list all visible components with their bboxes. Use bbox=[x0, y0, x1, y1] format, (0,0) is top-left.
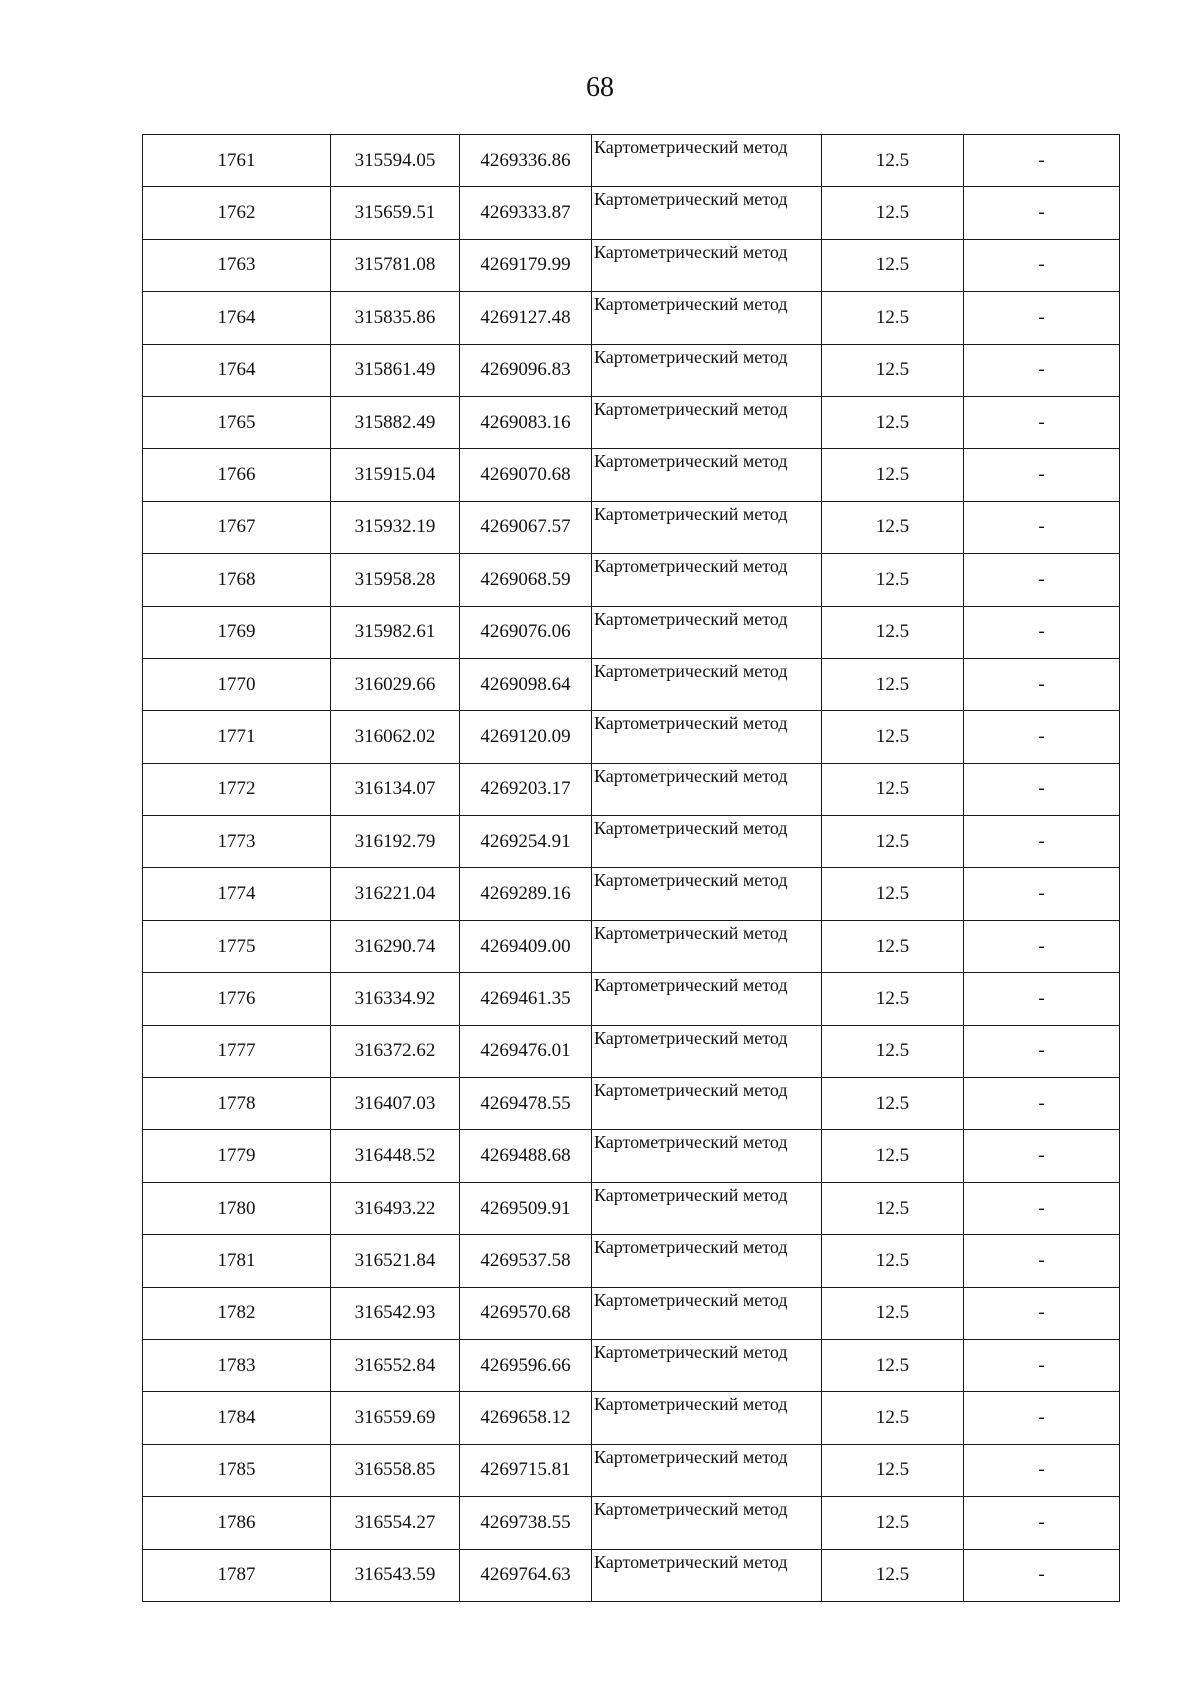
x-coordinate-cell: 315932.19 bbox=[331, 501, 460, 553]
y-coordinate-cell: 4269476.01 bbox=[460, 1025, 592, 1077]
x-coordinate-cell: 316062.02 bbox=[331, 711, 460, 763]
table-row bbox=[143, 658, 1120, 710]
accuracy-cell: 12.5 bbox=[822, 1235, 964, 1287]
accuracy-cell: 12.5 bbox=[822, 554, 964, 606]
y-coordinate-cell: 4269570.68 bbox=[460, 1287, 592, 1339]
note-cell: - bbox=[964, 711, 1120, 763]
accuracy-cell: 12.5 bbox=[822, 1130, 964, 1182]
x-coordinate-cell: 316554.27 bbox=[331, 1497, 460, 1549]
method-cell: Картометрический метод bbox=[592, 1235, 822, 1287]
x-coordinate-cell: 316543.59 bbox=[331, 1549, 460, 1601]
point-number-cell: 1785 bbox=[143, 1444, 331, 1496]
note-cell: - bbox=[964, 344, 1120, 396]
y-coordinate-cell: 4269478.55 bbox=[460, 1078, 592, 1130]
point-number-cell: 1769 bbox=[143, 606, 331, 658]
table-row bbox=[143, 501, 1120, 553]
accuracy-cell: 12.5 bbox=[822, 763, 964, 815]
point-number-cell: 1765 bbox=[143, 396, 331, 448]
method-cell: Картометрический метод bbox=[592, 1549, 822, 1601]
method-cell: Картометрический метод bbox=[592, 711, 822, 763]
note-cell: - bbox=[964, 1392, 1120, 1444]
x-coordinate-cell: 315781.08 bbox=[331, 239, 460, 291]
accuracy-cell: 12.5 bbox=[822, 606, 964, 658]
table-row bbox=[143, 1392, 1120, 1444]
accuracy-cell: 12.5 bbox=[822, 1339, 964, 1391]
point-number-cell: 1767 bbox=[143, 501, 331, 553]
x-coordinate-cell: 315915.04 bbox=[331, 449, 460, 501]
coordinates-table bbox=[142, 134, 1120, 1602]
method-cell: Картометрический метод bbox=[592, 816, 822, 868]
point-number-cell: 1773 bbox=[143, 816, 331, 868]
method-cell: Картометрический метод bbox=[592, 606, 822, 658]
x-coordinate-cell: 315958.28 bbox=[331, 554, 460, 606]
accuracy-cell: 12.5 bbox=[822, 1444, 964, 1496]
x-coordinate-cell: 315659.51 bbox=[331, 187, 460, 239]
method-cell: Картометрический метод bbox=[592, 239, 822, 291]
y-coordinate-cell: 4269537.58 bbox=[460, 1235, 592, 1287]
table-row bbox=[143, 1497, 1120, 1549]
method-cell: Картометрический метод bbox=[592, 920, 822, 972]
table-row bbox=[143, 606, 1120, 658]
x-coordinate-cell: 316542.93 bbox=[331, 1287, 460, 1339]
accuracy-cell: 12.5 bbox=[822, 449, 964, 501]
accuracy-cell: 12.5 bbox=[822, 396, 964, 448]
accuracy-cell: 12.5 bbox=[822, 816, 964, 868]
note-cell: - bbox=[964, 554, 1120, 606]
point-number-cell: 1763 bbox=[143, 239, 331, 291]
note-cell: - bbox=[964, 135, 1120, 187]
point-number-cell: 1761 bbox=[143, 135, 331, 187]
note-cell: - bbox=[964, 658, 1120, 710]
method-cell: Картометрический метод bbox=[592, 1130, 822, 1182]
y-coordinate-cell: 4269764.63 bbox=[460, 1549, 592, 1601]
table-row bbox=[143, 868, 1120, 920]
table-row bbox=[143, 973, 1120, 1025]
x-coordinate-cell: 316493.22 bbox=[331, 1182, 460, 1234]
method-cell: Картометрический метод bbox=[592, 763, 822, 815]
method-cell: Картометрический метод bbox=[592, 1497, 822, 1549]
x-coordinate-cell: 316448.52 bbox=[331, 1130, 460, 1182]
point-number-cell: 1764 bbox=[143, 344, 331, 396]
point-number-cell: 1783 bbox=[143, 1339, 331, 1391]
point-number-cell: 1776 bbox=[143, 973, 331, 1025]
note-cell: - bbox=[964, 1078, 1120, 1130]
note-cell: - bbox=[964, 501, 1120, 553]
method-cell: Картометрический метод bbox=[592, 187, 822, 239]
note-cell: - bbox=[964, 292, 1120, 344]
table-row bbox=[143, 1078, 1120, 1130]
y-coordinate-cell: 4269096.83 bbox=[460, 344, 592, 396]
point-number-cell: 1770 bbox=[143, 658, 331, 710]
y-coordinate-cell: 4269596.66 bbox=[460, 1339, 592, 1391]
table-row bbox=[143, 1444, 1120, 1496]
method-cell: Картометрический метод bbox=[592, 554, 822, 606]
note-cell: - bbox=[964, 396, 1120, 448]
point-number-cell: 1768 bbox=[143, 554, 331, 606]
y-coordinate-cell: 4269067.57 bbox=[460, 501, 592, 553]
x-coordinate-cell: 315861.49 bbox=[331, 344, 460, 396]
table-row bbox=[143, 763, 1120, 815]
table-row bbox=[143, 816, 1120, 868]
accuracy-cell: 12.5 bbox=[822, 1182, 964, 1234]
method-cell: Картометрический метод bbox=[592, 1182, 822, 1234]
y-coordinate-cell: 4269068.59 bbox=[460, 554, 592, 606]
method-cell: Картометрический метод bbox=[592, 292, 822, 344]
y-coordinate-cell: 4269738.55 bbox=[460, 1497, 592, 1549]
point-number-cell: 1778 bbox=[143, 1078, 331, 1130]
x-coordinate-cell: 316372.62 bbox=[331, 1025, 460, 1077]
coordinates-table-body bbox=[143, 135, 1120, 1602]
accuracy-cell: 12.5 bbox=[822, 973, 964, 1025]
x-coordinate-cell: 316221.04 bbox=[331, 868, 460, 920]
note-cell: - bbox=[964, 606, 1120, 658]
table-row bbox=[143, 292, 1120, 344]
y-coordinate-cell: 4269336.86 bbox=[460, 135, 592, 187]
method-cell: Картометрический метод bbox=[592, 658, 822, 710]
accuracy-cell: 12.5 bbox=[822, 501, 964, 553]
note-cell: - bbox=[964, 763, 1120, 815]
table-row bbox=[143, 1287, 1120, 1339]
method-cell: Картометрический метод bbox=[592, 396, 822, 448]
method-cell: Картометрический метод bbox=[592, 344, 822, 396]
note-cell: - bbox=[964, 868, 1120, 920]
accuracy-cell: 12.5 bbox=[822, 868, 964, 920]
accuracy-cell: 12.5 bbox=[822, 1549, 964, 1601]
note-cell: - bbox=[964, 973, 1120, 1025]
y-coordinate-cell: 4269409.00 bbox=[460, 920, 592, 972]
note-cell: - bbox=[964, 816, 1120, 868]
accuracy-cell: 12.5 bbox=[822, 1078, 964, 1130]
method-cell: Картометрический метод bbox=[592, 1444, 822, 1496]
y-coordinate-cell: 4269120.09 bbox=[460, 711, 592, 763]
table-row bbox=[143, 396, 1120, 448]
x-coordinate-cell: 316290.74 bbox=[331, 920, 460, 972]
point-number-cell: 1774 bbox=[143, 868, 331, 920]
x-coordinate-cell: 315982.61 bbox=[331, 606, 460, 658]
table-row bbox=[143, 449, 1120, 501]
x-coordinate-cell: 316134.07 bbox=[331, 763, 460, 815]
x-coordinate-cell: 316192.79 bbox=[331, 816, 460, 868]
y-coordinate-cell: 4269488.68 bbox=[460, 1130, 592, 1182]
x-coordinate-cell: 316334.92 bbox=[331, 973, 460, 1025]
y-coordinate-cell: 4269070.68 bbox=[460, 449, 592, 501]
method-cell: Картометрический метод bbox=[592, 501, 822, 553]
point-number-cell: 1780 bbox=[143, 1182, 331, 1234]
note-cell: - bbox=[964, 1287, 1120, 1339]
y-coordinate-cell: 4269098.64 bbox=[460, 658, 592, 710]
note-cell: - bbox=[964, 1549, 1120, 1601]
y-coordinate-cell: 4269461.35 bbox=[460, 973, 592, 1025]
note-cell: - bbox=[964, 1235, 1120, 1287]
table-row bbox=[143, 239, 1120, 291]
table-row bbox=[143, 711, 1120, 763]
point-number-cell: 1762 bbox=[143, 187, 331, 239]
method-cell: Картометрический метод bbox=[592, 973, 822, 1025]
point-number-cell: 1777 bbox=[143, 1025, 331, 1077]
method-cell: Картометрический метод bbox=[592, 1078, 822, 1130]
point-number-cell: 1786 bbox=[143, 1497, 331, 1549]
table-row bbox=[143, 1235, 1120, 1287]
x-coordinate-cell: 316552.84 bbox=[331, 1339, 460, 1391]
method-cell: Картометрический метод bbox=[592, 1287, 822, 1339]
method-cell: Картометрический метод bbox=[592, 1339, 822, 1391]
table-row bbox=[143, 187, 1120, 239]
y-coordinate-cell: 4269179.99 bbox=[460, 239, 592, 291]
y-coordinate-cell: 4269203.17 bbox=[460, 763, 592, 815]
table-row bbox=[143, 554, 1120, 606]
point-number-cell: 1779 bbox=[143, 1130, 331, 1182]
method-cell: Картометрический метод bbox=[592, 449, 822, 501]
table-row bbox=[143, 1025, 1120, 1077]
note-cell: - bbox=[964, 1130, 1120, 1182]
accuracy-cell: 12.5 bbox=[822, 292, 964, 344]
table-row bbox=[143, 1339, 1120, 1391]
point-number-cell: 1764 bbox=[143, 292, 331, 344]
accuracy-cell: 12.5 bbox=[822, 239, 964, 291]
y-coordinate-cell: 4269289.16 bbox=[460, 868, 592, 920]
accuracy-cell: 12.5 bbox=[822, 1287, 964, 1339]
x-coordinate-cell: 315594.05 bbox=[331, 135, 460, 187]
note-cell: - bbox=[964, 1339, 1120, 1391]
accuracy-cell: 12.5 bbox=[822, 1025, 964, 1077]
y-coordinate-cell: 4269076.06 bbox=[460, 606, 592, 658]
y-coordinate-cell: 4269658.12 bbox=[460, 1392, 592, 1444]
note-cell: - bbox=[964, 1497, 1120, 1549]
x-coordinate-cell: 316521.84 bbox=[331, 1235, 460, 1287]
note-cell: - bbox=[964, 920, 1120, 972]
accuracy-cell: 12.5 bbox=[822, 1497, 964, 1549]
point-number-cell: 1771 bbox=[143, 711, 331, 763]
note-cell: - bbox=[964, 449, 1120, 501]
accuracy-cell: 12.5 bbox=[822, 711, 964, 763]
method-cell: Картометрический метод bbox=[592, 868, 822, 920]
y-coordinate-cell: 4269127.48 bbox=[460, 292, 592, 344]
y-coordinate-cell: 4269333.87 bbox=[460, 187, 592, 239]
accuracy-cell: 12.5 bbox=[822, 344, 964, 396]
note-cell: - bbox=[964, 1444, 1120, 1496]
method-cell: Картометрический метод bbox=[592, 1392, 822, 1444]
x-coordinate-cell: 315882.49 bbox=[331, 396, 460, 448]
note-cell: - bbox=[964, 1025, 1120, 1077]
table-row bbox=[143, 135, 1120, 187]
point-number-cell: 1787 bbox=[143, 1549, 331, 1601]
x-coordinate-cell: 315835.86 bbox=[331, 292, 460, 344]
method-cell: Картометрический метод bbox=[592, 135, 822, 187]
point-number-cell: 1772 bbox=[143, 763, 331, 815]
accuracy-cell: 12.5 bbox=[822, 658, 964, 710]
x-coordinate-cell: 316029.66 bbox=[331, 658, 460, 710]
method-cell: Картометрический метод bbox=[592, 1025, 822, 1077]
x-coordinate-cell: 316559.69 bbox=[331, 1392, 460, 1444]
accuracy-cell: 12.5 bbox=[822, 135, 964, 187]
accuracy-cell: 12.5 bbox=[822, 187, 964, 239]
point-number-cell: 1775 bbox=[143, 920, 331, 972]
point-number-cell: 1781 bbox=[143, 1235, 331, 1287]
table-row bbox=[143, 344, 1120, 396]
x-coordinate-cell: 316407.03 bbox=[331, 1078, 460, 1130]
table-row bbox=[143, 920, 1120, 972]
table-row bbox=[143, 1182, 1120, 1234]
accuracy-cell: 12.5 bbox=[822, 1392, 964, 1444]
y-coordinate-cell: 4269715.81 bbox=[460, 1444, 592, 1496]
x-coordinate-cell: 316558.85 bbox=[331, 1444, 460, 1496]
y-coordinate-cell: 4269254.91 bbox=[460, 816, 592, 868]
note-cell: - bbox=[964, 187, 1120, 239]
table-row bbox=[143, 1130, 1120, 1182]
note-cell: - bbox=[964, 239, 1120, 291]
point-number-cell: 1782 bbox=[143, 1287, 331, 1339]
accuracy-cell: 12.5 bbox=[822, 920, 964, 972]
point-number-cell: 1766 bbox=[143, 449, 331, 501]
page-number: 68 bbox=[586, 72, 614, 103]
point-number-cell: 1784 bbox=[143, 1392, 331, 1444]
note-cell: - bbox=[964, 1182, 1120, 1234]
y-coordinate-cell: 4269083.16 bbox=[460, 396, 592, 448]
table-row bbox=[143, 1549, 1120, 1601]
y-coordinate-cell: 4269509.91 bbox=[460, 1182, 592, 1234]
